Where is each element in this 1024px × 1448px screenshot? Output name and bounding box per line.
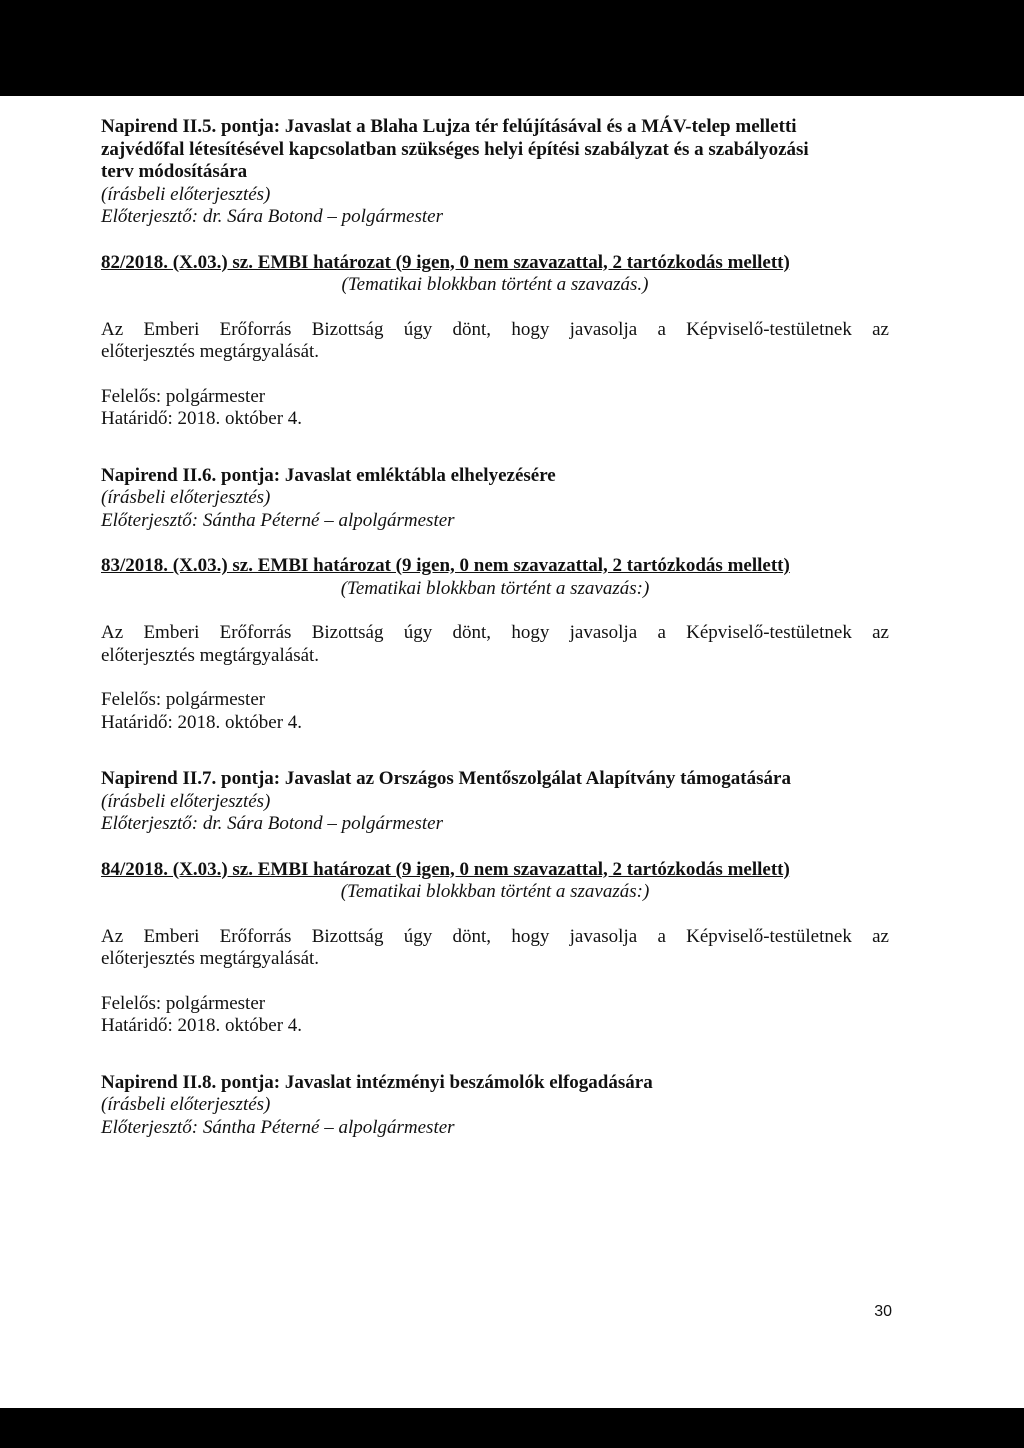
decision-word: javasolja [569, 318, 638, 340]
resolution-title: 83/2018. (X.03.) sz. EMBI határozat (9 igen, 0 nem szavazattal, 2 tartózkodás mellett) [101, 555, 790, 576]
decision-word: Bizottság [311, 925, 384, 947]
decision-word: Az [101, 622, 124, 643]
agenda-heading-line: Napirend II.6. pontja: Javaslat emléktábla elhelyezésére [101, 464, 556, 486]
decision-word: Képviselő-testületnek [686, 925, 852, 947]
agenda-heading-line: Napirend II.7. pontja: Javaslat az Országos Mentőszolgálat Alapítvány támogatására [101, 768, 791, 789]
decision-word: javasolja [569, 925, 638, 947]
decision-word: Emberi [143, 925, 200, 947]
decision-word: Erőforrás [219, 925, 292, 947]
decision-word: dönt, [452, 318, 492, 340]
deadline: Határidő: 2018. október 4. [101, 711, 303, 733]
agenda-heading-line: zajvédőfal létesítésével kapcsolatban szükséges helyi építési szabályzat és a szabályozási [101, 138, 809, 160]
presenter: Előterjesztő: Sántha Péterné – alpolgármester [101, 1116, 455, 1138]
agenda-item-ii5 [101, 116, 889, 431]
submission-type: (írásbeli előterjesztés) [101, 487, 271, 508]
submission-type: (írásbeli előterjesztés) [101, 1094, 271, 1115]
agenda-item-ii8 [101, 1072, 889, 1140]
decision-word: Erőforrás [219, 318, 292, 340]
agenda-heading-line: Napirend II.8. pontja: Javaslat intézményi beszámolók elfogadására [101, 1071, 653, 1093]
agenda-heading-line: terv módosítására [101, 161, 248, 182]
decision-word: az [872, 318, 889, 340]
decision-word: Az [101, 318, 124, 340]
decision-text-line-2: előterjesztés megtárgyalását. [101, 341, 320, 362]
presenter: Előterjesztő: dr. Sára Botond – polgármester [101, 813, 443, 834]
submission-type: (írásbeli előterjesztés) [101, 183, 271, 205]
responsible-person: Felelős: polgármester [101, 385, 266, 407]
decision-word: Bizottság [311, 318, 384, 340]
voting-note: (Tematikai blokkban történt a szavazás:) [340, 881, 650, 902]
responsible-person: Felelős: polgármester [101, 992, 266, 1014]
decision-word: dönt, [452, 925, 492, 947]
submission-type: (írásbeli előterjesztés) [101, 790, 271, 812]
decision-word: az [872, 925, 889, 947]
agenda-item-ii6 [101, 465, 889, 735]
decision-word: Az [101, 925, 124, 947]
presenter: Előterjesztő: dr. Sára Botond – polgármester [101, 206, 443, 227]
responsible-person: Felelős: polgármester [101, 689, 266, 710]
decision-text-line-2: előterjesztés megtárgyalását. [101, 644, 320, 666]
decision-text-line-2: előterjesztés megtárgyalását. [101, 948, 320, 969]
decision-word: a [657, 318, 666, 340]
decision-word: hogy [511, 318, 550, 340]
decision-word: dönt, [452, 622, 492, 643]
decision-word: hogy [511, 622, 550, 643]
decision-word: Emberi [143, 318, 200, 340]
deadline: Határidő: 2018. október 4. [101, 1015, 303, 1036]
decision-word: úgy [403, 318, 433, 340]
agenda-heading-line: Napirend II.5. pontja: Javaslat a Blaha Lujza tér felújításával és a MÁV-telep melletti [101, 116, 797, 137]
deadline: Határidő: 2018. október 4. [101, 408, 303, 429]
presenter: Előterjesztő: Sántha Péterné – alpolgármester [101, 509, 455, 531]
voting-note: (Tematikai blokkban történt a szavazás:) [340, 577, 650, 599]
decision-word: úgy [403, 622, 433, 643]
decision-text-line [101, 319, 889, 342]
resolution-title: 84/2018. (X.03.) sz. EMBI határozat (9 igen, 0 nem szavazattal, 2 tartózkodás mellett) [101, 858, 790, 880]
agenda-item-ii7 [101, 768, 889, 1038]
decision-word: hogy [511, 925, 550, 947]
scan-border-top [0, 0, 1024, 96]
resolution-title: 82/2018. (X.03.) sz. EMBI határozat (9 igen, 0 nem szavazattal, 2 tartózkodás mellett) [101, 251, 790, 273]
decision-word: Képviselő-testületnek [686, 318, 852, 340]
decision-text-line [101, 622, 889, 645]
decision-word: a [657, 622, 666, 643]
scan-border-bottom [0, 1408, 1024, 1448]
decision-word: az [872, 622, 889, 643]
decision-word: Bizottság [311, 622, 384, 643]
decision-word: javasolja [569, 622, 638, 643]
decision-word: Képviselő-testületnek [686, 622, 852, 643]
page-number: 30 [874, 1303, 892, 1320]
voting-note: (Tematikai blokkban történt a szavazás.) [341, 274, 649, 295]
decision-word: úgy [403, 925, 433, 947]
decision-word: Emberi [143, 622, 200, 643]
decision-word: Erőforrás [219, 622, 292, 643]
decision-word: a [657, 925, 666, 947]
document-page [101, 116, 889, 1139]
decision-text-line [101, 926, 889, 949]
